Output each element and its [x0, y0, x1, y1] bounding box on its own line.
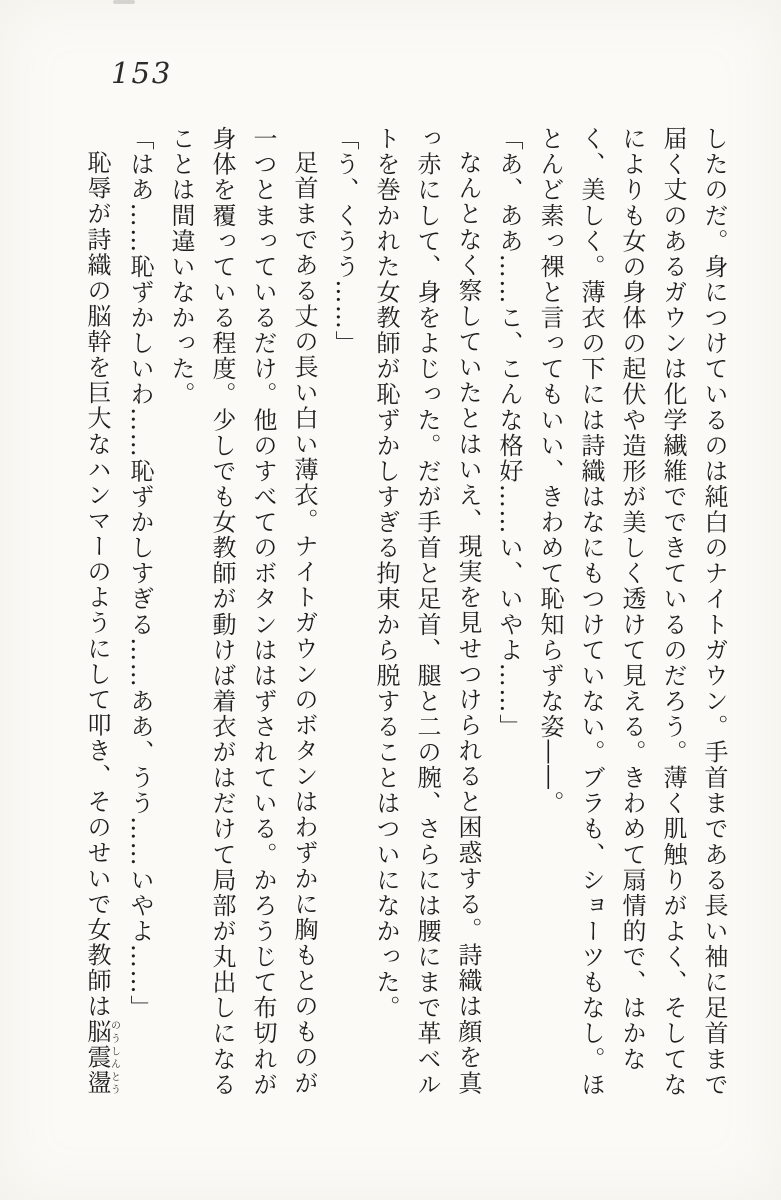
paragraph: 「はあ……恥ずかしいわ……恥ずかしすぎる……ああ、うう……いやよ……」: [126, 126, 154, 1021]
page-number: 153: [111, 56, 173, 90]
paragraph: 「う、くうう……」: [331, 126, 359, 357]
paragraph: 「あ、ああ……こ、こんな格好……い、いやよ……」: [495, 126, 523, 740]
paragraph: なんとなく察していたとはいえ、現実を見せつけられると困惑する。詩織は顔を真っ赤にして、身をよじった。だが手首と足首、腿と二の腕、さらには腰にまで革ベルトを巻かれた女教師が恥ずかしすぎる拘束から脱することはついになかった。: [372, 126, 482, 1098]
paragraph: 足首まである丈の長い白い薄衣。ナイトガウンのボタンはわずかに胸もとのものが一つとまっているだけ。他のすべてのボタンははずされている。かろうじて布切れが身体を覆っている程度。少しでも女教師が動けば着衣がはだけて局部が丸出しになることは間違いなかった。: [167, 126, 318, 1098]
paragraph: したのだ。身につけているのは純白のナイトガウン。手首まである長い袖に足首まで届く丈のあるガウンは化学繊維でできているのだろう。薄く肌触りがよく、そしてなによりも女の身体の起伏や造形が美しく透けて見える。きわめて扇情的で、はかなく、美しく。薄衣の下には詩織はなにもつけていない。ブラも、ショーツもなし。ほとんど素っ裸と言ってもいい、きわめて恥知らずな姿――。: [536, 126, 728, 1098]
scan-artifact: [113, 0, 135, 4]
furigana-annotation: 脳震盪のうしんとう: [83, 1019, 120, 1096]
paragraph: 恥辱が詩織の脳幹を巨大なハンマーのようにして叩き、そのせいで女教師は脳震盪のうしんとう: [83, 150, 120, 1096]
vertical-text-block: [76, 126, 734, 1098]
